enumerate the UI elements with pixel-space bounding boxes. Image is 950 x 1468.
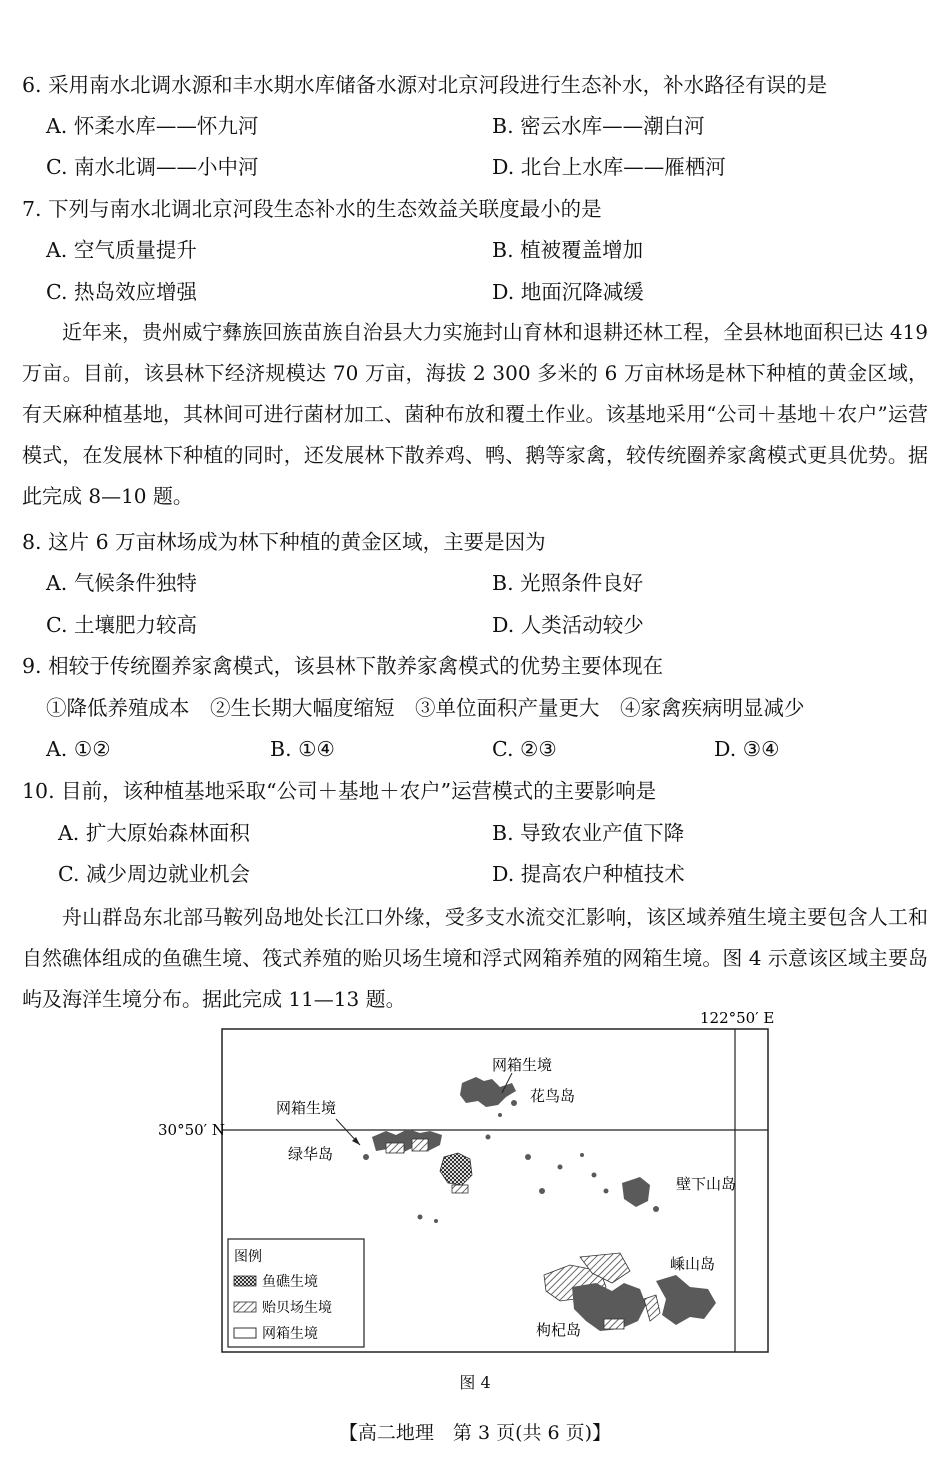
question-9-option-a: A. ①② (46, 737, 111, 761)
question-10-option-a: A. 扩大原始森林面积 (58, 821, 250, 845)
island-shengshan (656, 1275, 716, 1325)
label-bixiashan: 壁下山岛 (676, 1175, 737, 1193)
label-gouqi: 枸杞岛 (536, 1321, 582, 1339)
question-10-option-c: C. 减少周边就业机会 (58, 862, 250, 886)
label-cage-left: 网箱生境 (276, 1099, 337, 1117)
legend-reef: 鱼礁生境 (262, 1274, 318, 1290)
question-6-option-b: B. 密云水库——潮白河 (492, 114, 705, 138)
question-8-option-b: B. 光照条件良好 (492, 571, 644, 595)
question-10-option-b: B. 导致农业产值下降 (492, 821, 685, 845)
question-7-option-b: B. 植被覆盖增加 (492, 238, 644, 262)
figure-4-map (0, 1009, 950, 1355)
page-footer: 【高二地理 第 3 页(共 6 页)】 (338, 1422, 612, 1444)
question-7-option-d: D. 地面沉降减缓 (492, 280, 644, 304)
question-9-items: ①降低养殖成本 ②生长期大幅度缩短 ③单位面积产量更大 ④家禽疾病明显减少 (46, 696, 805, 720)
question-9-options (0, 735, 950, 763)
question-9-stem: 9. 相较于传统圈养家禽模式，该县林下散养家禽模式的优势主要体现在 (22, 654, 664, 678)
question-8-option-a: A. 气候条件独特 (46, 571, 197, 595)
question-10-option-d: D. 提高农户种植技术 (492, 862, 685, 886)
island-lvhua (372, 1129, 442, 1153)
question-9-option-b: B. ①④ (270, 737, 335, 761)
passage-8-10: 近年来，贵州威宁彝族回族苗族自治县大力实施封山育林和退耕还林工程，全县林地面积已达 419 万亩。目前，该县林下经济规模达 70 万亩，海拔 2 300 多米的 6 万亩林场是林下种植的黄金区域，有天麻种植基地，其林间可进行菌材加工、菌种布放和覆土作业。该基地采用“公司＋基地＋农户”运营模式，在发展林下种植的同时，还发展林下散养鸡、鸭、鹅等家禽，较传统圈养家禽模式更具优势。据此完成 8—10 题。 (22, 320, 928, 508)
question-9-option-c: C. ②③ (492, 737, 557, 761)
legend-reef-swatch (234, 1276, 256, 1286)
question-6-option-c: C. 南水北调——小中河 (46, 155, 259, 179)
question-7-option-c: C. 热岛效应增强 (46, 280, 197, 304)
legend-cage-swatch (234, 1328, 256, 1338)
legend-title: 图例 (234, 1249, 262, 1265)
question-7-stem: 7. 下列与南水北调北京河段生态补水的生态效益关联度最小的是 (22, 197, 602, 221)
question-7-option-a: A. 空气质量提升 (46, 238, 197, 262)
mussel-area-lvhua (386, 1143, 404, 1153)
question-10-stem: 10. 目前，该种植基地采取“公司＋基地＋农户”运营模式的主要影响是 (22, 779, 657, 803)
passage-11-13: 舟山群岛东北部马鞍列岛地处长江口外缘，受多支水流交汇影响，该区域养殖生境主要包含人工和自然礁体组成的鱼礁生境、筏式养殖的贻贝场生境和浮式网箱养殖的网箱生境。图 4 示意该区域主要岛屿及海洋生境分布。据此完成 11—13 题。 (22, 905, 928, 1011)
label-cage-top: 网箱生境 (492, 1056, 553, 1074)
question-9-option-d: D. ③④ (714, 737, 780, 761)
question-8-stem: 8. 这片 6 万亩林场成为林下种植的黄金区域，主要是因为 (22, 530, 546, 554)
legend-mussel: 贻贝场生境 (262, 1300, 332, 1316)
label-lvhua: 绿华岛 (288, 1145, 334, 1163)
question-8-option-c: C. 土壤肥力较高 (46, 613, 197, 637)
question-6-option-a: A. 怀柔水库——怀九河 (46, 114, 259, 138)
longitude-label: 122°50′ E (700, 1009, 775, 1027)
label-huaniao: 花鸟岛 (530, 1087, 576, 1105)
latitude-label: 30°50′ N (158, 1121, 225, 1139)
map-legend (228, 1239, 364, 1347)
island-bixiashan (622, 1177, 650, 1207)
question-6-stem: 6. 采用南水北调水源和丰水期水库储备水源对北京河段进行生态补水，补水路径有误的是 (22, 73, 828, 97)
question-6-option-d: D. 北台上水库——雁栖河 (492, 155, 726, 179)
label-shengshan: 嵊山岛 (670, 1255, 716, 1273)
figure-caption: 图 4 (459, 1373, 491, 1392)
legend-mussel-swatch (234, 1302, 256, 1312)
reef-area (440, 1153, 472, 1185)
question-8-option-d: D. 人类活动较少 (492, 613, 644, 637)
legend-cage: 网箱生境 (262, 1326, 318, 1342)
